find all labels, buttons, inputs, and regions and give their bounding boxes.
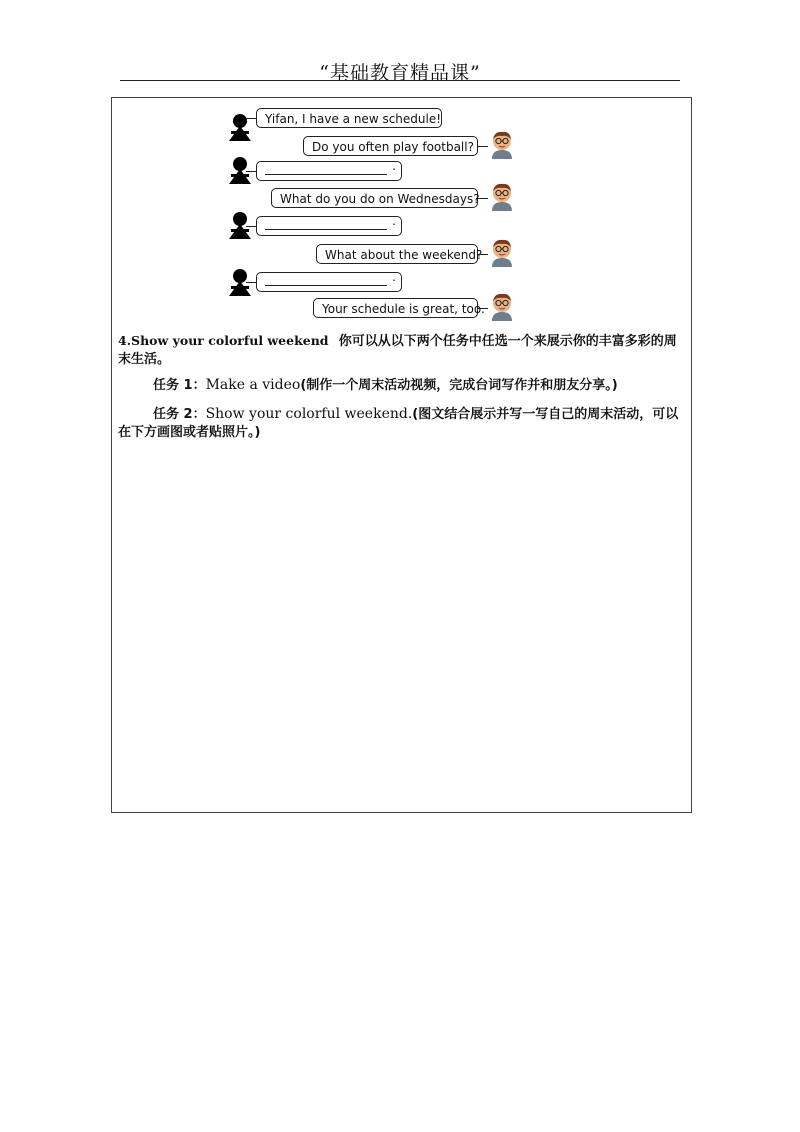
answer-underline: [265, 285, 387, 286]
section4-heading-en: 4.Show your colorful weekend: [118, 333, 329, 348]
dialogue-line-4: What do you do on Wednesdays?: [280, 192, 480, 206]
task-1-en: Make a video: [205, 377, 301, 393]
task-2-cn: (图文结合展示并写一写自己的周末活动，可以: [412, 407, 679, 422]
dialogue-line-6: What about the weekend?: [325, 248, 483, 262]
page-header-title: “基础教育精品课”: [319, 62, 481, 84]
dialogue-bubble-1: [256, 108, 442, 128]
dialogue-bubble-4: [271, 188, 478, 208]
dialogue-bubble-6: [316, 244, 483, 264]
task-1-cn: (制作一个周末活动视频，完成台词写作并和朋友分享。): [300, 378, 618, 393]
boy-with-glasses-icon: [489, 291, 515, 321]
dialogue-answer-blank-3[interactable]: [256, 272, 402, 292]
section4-heading: [118, 331, 688, 351]
task-2-cn-cont: 在下方画图或者贴照片。): [118, 425, 261, 440]
answer-period: .: [392, 214, 396, 228]
boy-with-glasses-icon: [489, 129, 515, 159]
dialogue-line-8: Your schedule is great, too.: [322, 302, 485, 316]
section4-heading-cn-cont: 末生活。: [118, 352, 171, 367]
boy-with-glasses-icon: [489, 237, 515, 267]
answer-underline: [265, 174, 387, 175]
dialogue-line-2: Do you often play football?: [312, 140, 474, 154]
answer-period: .: [392, 270, 396, 284]
task-2-label: 任务 2：: [153, 407, 206, 422]
dialogue-answer-blank-1[interactable]: [256, 161, 402, 181]
task-2-en: Show your colorful weekend.: [205, 406, 413, 422]
dialogue-bubble-8: [313, 298, 485, 318]
dialogue-answer-blank-2[interactable]: [256, 216, 402, 236]
header-divider: [120, 80, 680, 81]
boy-with-glasses-icon: [489, 181, 515, 211]
task-1: [153, 375, 683, 396]
drawing-area[interactable]: [120, 450, 684, 805]
answer-underline: [265, 229, 387, 230]
answer-period: .: [392, 159, 396, 173]
task-2: [153, 404, 693, 425]
section4-heading-cn: 你可以从以下两个任务中任选一个来展示你的丰富多彩的周: [338, 334, 677, 349]
person-silhouette-icon: [227, 268, 253, 298]
task-1-label: 任务 1：: [153, 378, 206, 393]
dialogue-line-1: Yifan, I have a new schedule!: [265, 112, 442, 126]
dialogue-bubble-2: [303, 136, 478, 156]
